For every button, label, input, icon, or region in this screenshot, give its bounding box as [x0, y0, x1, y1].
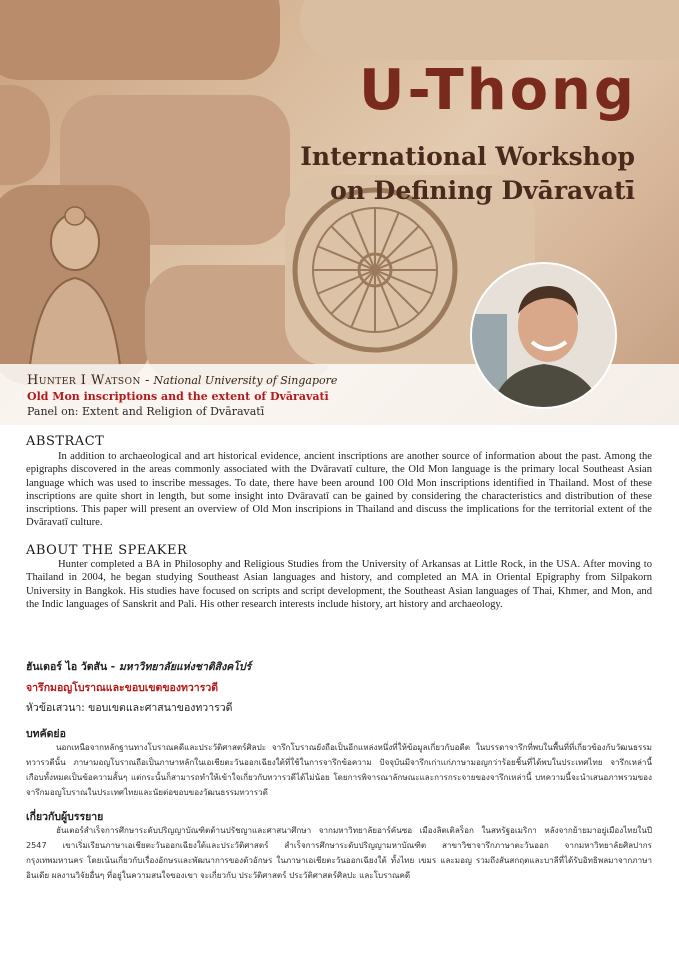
buddha-relief-icon — [10, 200, 140, 365]
panel-label: Panel on: Extent and Religion of Dvāravatī — [27, 405, 265, 418]
stone-block — [300, 0, 679, 60]
about-text: Hunter completed a BA in Philosophy and Religious Studies from the University of Arkansas at Little Rock, in the USA. After moving to Thailand in 2004, he began studying Southeast Asian languages and history, and completed an MA in Oriental Epigraphy from Silpakorn University in Bangkok. His studies have focused on scripts and script development, the Southeast Asian languages of Thai, Khmer, and Mon, and the Indic languages of Sanskrit and Pali. His other research interests include history, art history and archaeology. — [26, 559, 652, 610]
thai-talk-title: จารึกมอญโบราณและขอบเขตของทวารวดี — [26, 682, 219, 694]
speaker-affiliation: National University of Singapore — [153, 374, 338, 387]
speaker-name-line: Hunter I Watson - National University of Singapore — [27, 373, 338, 388]
workshop-subtitle-line2: on Defining Dvāravatī — [330, 176, 635, 205]
abstract-heading: ABSTRACT — [26, 434, 105, 449]
thai-speaker-line: ฮันเตอร์ ไอ วัตสัน - มหาวิทยาลัยแห่งชาติสิงคโปร์ — [26, 661, 252, 673]
thai-about-text: ฮันเตอร์สำเร็จการศึกษาระดับปริญญาบัณฑิตด้านปรัชญาและศาสนาศึกษา จากมหาวิทยาลัยอาร์คันซอ เมืองลิตเติลร็อก ในสหรัฐอเมริกา หลังจากย้ายมาอยู่เมืองไทยในปี 2547 เขาเริ่มเรียนภาษาเอเชียตะวันออกเฉียงใต้และประวัติศาสตร์ สำเร็จการศึกษาระดับปริญญามหาบัณฑิต สาขาวิชาจารึกภาษาตะวันออก จากมหาวิทยาลัยศิลปากร กรุงเทพมหานคร โดยเน้นเกี่ยวกับเรื่องอักษรและพัฒนาการของตัวอักษร ในภาษาเอเชียตะวันออกเฉียงใต้ ทั้งไทย เขมร และมอญ รวมถึงสันสกฤตและบาลีที่ได้รับอิทธิพลมาจากภาษาอินเดีย ผลงานวิจัยอื่นๆ ที่อยู่ในความสนใจของเขา จะเกี่ยวกับ ประวัติศาสตร์ ประวัติศาสตร์ศิลปะ และโบราณคดี — [26, 825, 652, 880]
workshop-subtitle-line1: International Workshop — [300, 142, 635, 171]
abstract-text: In addition to archaeological and art historical evidence, ancient inscriptions are another source of information about the past. Among the epigraphs discovered in the areas commonly associated with the Dvāravatī culture, the Old Mon language is the primary local Southeast Asian language which was used to inscribe messages. To date, there have been around 100 Old Mon inscriptions identified in Thailand. Most of these inscriptions are quite short in length, but some insight into Dvāravatī can be gained by considering the characteristics and distribution of these inscriptions. This paper will present an overview of Old Mon inscripions in Thailand and discuss the implications for the territorial extent of the Dvāravatī culture. — [26, 451, 652, 529]
about-heading: ABOUT THE SPEAKER — [26, 543, 188, 558]
stone-block — [0, 0, 280, 80]
speaker-name: Hunter I Watson — [27, 373, 141, 388]
thai-abstract-heading: บทคัดย่อ — [26, 728, 66, 740]
stone-block — [0, 85, 50, 185]
speaker-photo — [470, 262, 617, 409]
thai-about-heading: เกี่ยวกับผู้บรรยาย — [26, 811, 104, 823]
talk-title: Old Mon inscriptions and the extent of Dvāravatī — [27, 390, 329, 403]
thai-panel-label: หัวข้อเสวนา: ขอบเขตและศาสนาของทวารวดี — [26, 702, 233, 714]
thai-speaker-name: ฮันเตอร์ ไอ วัตสัน — [26, 661, 108, 673]
thai-abstract-text: นอกเหนือจากหลักฐานทางโบราณคดีและประวัติศาสตร์ศิลปะ จารึกโบราณยังถือเป็นอีกแหล่งหนึ่งที่ให้ข้อมูลเกี่ยวกับอดีต ในบรรดาจารึกที่พบในพื้นที่ที่เกี่ยวข้องกับวัฒนธรรมทวารวดีนั้น ภาษามอญโบราณถือเป็นภาษาหลักในเอเชียตะวันออกเฉียงใต้ที่ใช้ในการจารึกข้อความ ปัจจุบันมีจารึกเก่าแก่ภาษามอญกว่าร้อยชิ้นที่ได้พบในประเทศไทย จารึกเหล่านี้เกือบทั้งหมดเป็นข้อความสั้นๆ แต่กระนั้นก็สามารถทำให้เข้าใจเกี่ยวกับทวารวดีได้ไม่น้อย โดยการพิจารณาลักษณะและการกระจายของจารึกเหล่านี้ บทความนี้จะนำเสนอภาพรวมของจารึกมอญโบราณในประเทศไทยและนัยต่อขอบของวัฒนธรรมทวารวดี — [26, 742, 652, 797]
workshop-title: U-Thong — [359, 58, 637, 123]
speaker-portrait-icon — [472, 264, 615, 407]
thai-speaker-affiliation: มหาวิทยาลัยแห่งชาติสิงคโปร์ — [118, 661, 252, 673]
dharma-wheel-icon — [285, 180, 465, 360]
